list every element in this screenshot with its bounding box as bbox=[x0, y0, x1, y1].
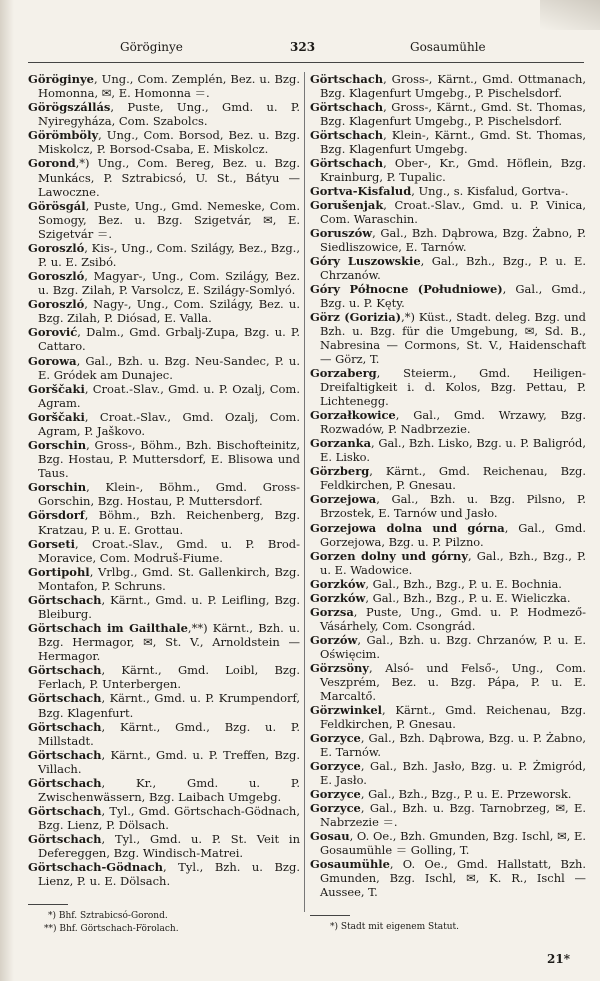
entry-headword: Gorščaki bbox=[28, 381, 85, 396]
gazetteer-entry: Görtschach, Kärnt., Gmd., Bzg. u. P. Millstadt. bbox=[28, 719, 300, 748]
entry-headword: Görzberg bbox=[310, 464, 370, 479]
entry-headword: Gorzen dolny und górny bbox=[310, 548, 468, 563]
printer-signature: 21* bbox=[547, 952, 570, 966]
entry-headword: Görtschach im Gailthale bbox=[28, 621, 188, 636]
entry-headword: Görtschach bbox=[28, 775, 102, 790]
header-right-keyword: Gosaumühle bbox=[410, 40, 486, 54]
gazetteer-entry: Görtschach, Gross-, Kärnt., Gmd. Ottmanach, Bzg. Klagenfurt Umgebg., P. Pischelsdorf. bbox=[310, 72, 586, 101]
gazetteer-entry: Görtschach, Kärnt., Gmd. u. P. Krumpendorf, Bzg. Klagenfurt. bbox=[28, 691, 300, 720]
gazetteer-entry: Gorzyce, Gal., Bzh. Jasło, Bzg. u. P. Żmigród, E. Jasło. bbox=[310, 758, 586, 787]
header-rule bbox=[28, 62, 584, 63]
entry-headword: Gorzyce bbox=[310, 786, 361, 801]
gazetteer-entry: Görtschach, Tyl., Gmd. u. P. St. Veit in Defereggen, Bzg. Windisch-Matrei. bbox=[28, 832, 300, 861]
column-separator bbox=[304, 72, 305, 912]
gazetteer-entry: Görzwinkel, Kärnt., Gmd. Reichenau, Bzg. Feldkirchen, P. Gnesau. bbox=[310, 702, 586, 731]
entry-headword: Gortva-Kisfalud bbox=[310, 184, 412, 199]
gazetteer-entry: Gorzyce, Gal., Bzh., Bzg., P. u. E. Przeworsk. bbox=[310, 786, 572, 801]
entry-headword: Görtschach bbox=[28, 719, 102, 734]
gazetteer-entry: Góry Luszowskie, Gal., Bzh., Bzg., P. u. E. Chrzanów. bbox=[310, 254, 586, 283]
entry-headword: Gortipohl bbox=[28, 564, 90, 579]
gazetteer-entry: Gorzanka, Gal., Bzh. Lisko, Bzg. u. P. Baligród, E. Lisko. bbox=[310, 436, 586, 465]
entry-headword: Gorzyce bbox=[310, 730, 361, 745]
footnote-left-2: **) Bhf. Görtschach-Förolach. bbox=[44, 924, 179, 934]
entry-headword: Görtschach-Gödnach bbox=[28, 860, 163, 875]
gazetteer-entry: Görtschach, Kärnt., Gmd. Loibl, Bzg. Ferlach, P. Unterbergen. bbox=[28, 663, 300, 692]
gazetteer-entry: Görzsöny, Alsó- und Felső-, Ung., Com. Veszprém, Bez. u. Bzg. Pápa, P. u. E. Marcaltő. bbox=[310, 660, 586, 703]
gazetteer-entry: Goroszló, Nagy-, Ung., Com. Szilágy, Bez. u. Bzg. Zilah, P. Diósad, E. Valla. bbox=[28, 297, 300, 326]
right-column bbox=[310, 72, 586, 899]
entry-headword: Gorzanka bbox=[310, 436, 371, 451]
entry-headword: Görtschach bbox=[310, 128, 384, 143]
entry-headword: Gorowa bbox=[28, 353, 77, 368]
gazetteer-entry: Gorzków, Gal., Bzh., Bzg., P. u. E. Wieliczka. bbox=[310, 590, 571, 605]
entry-headword: Gorzyce bbox=[310, 758, 361, 773]
entry-headword: Görtschach bbox=[28, 592, 102, 607]
entry-headword: Goroszló bbox=[28, 240, 85, 255]
footnote-rule-left bbox=[28, 904, 68, 905]
gazetteer-entry: Gorschin, Klein-, Böhm., Gmd. Gross-Gorschin, Bzg. Hostau, P. Muttersdorf. bbox=[28, 480, 300, 509]
entry-headword: Gorzałkowice bbox=[310, 408, 396, 423]
entry-headword: Göröginye bbox=[28, 72, 94, 86]
gazetteer-entry: Gorzaberg, Steierm., Gmd. Heiligen-Dreifaltigkeit i. d. Kolos, Bzg. Pettau, P. Lichtenegg. bbox=[310, 366, 586, 409]
entry-headword: Gorzejowa bbox=[310, 492, 377, 507]
gazetteer-entry: Gorović, Dalm., Gmd. Grbalj-Zupa, Bzg. u. P. Cattaro. bbox=[28, 325, 300, 354]
gazetteer-entry: Görzberg, Kärnt., Gmd. Reichenau, Bzg. Feldkirchen, P. Gnesau. bbox=[310, 464, 586, 493]
gazetteer-entry: Görtschach, Klein-, Kärnt., Gmd. St. Thomas, Bzg. Klagenfurt Umgebg. bbox=[310, 128, 586, 157]
gazetteer-entry: Görögszállás, Puste, Ung., Gmd. u. P. Nyiregyháza, Com. Szabolcs. bbox=[28, 100, 300, 129]
entry-headword: Gorzków bbox=[310, 576, 366, 591]
entry-headword: Görz (Gorizia) bbox=[310, 310, 402, 325]
entry-headword: Görögszállás bbox=[28, 100, 111, 115]
entry-headword: Gorzaberg bbox=[310, 366, 377, 381]
header-left-keyword: Göröginye bbox=[120, 40, 183, 54]
entry-headword: Görtschach bbox=[310, 72, 384, 86]
gazetteer-entry: Görtschach, Kärnt., Gmd. u. P. Treffen, Bzg. Villach. bbox=[28, 747, 300, 776]
gazetteer-entry: Goroszló, Kis-, Ung., Com. Szilágy, Bez., Bzg., P. u. E. Zsibó. bbox=[28, 240, 300, 270]
gazetteer-entry: Goruszów, Gal., Bzh. Dąbrowa, Bzg. Żabno, P. Siedliszowice, E. Tarnów. bbox=[310, 226, 586, 255]
entry-headword: Góry Północne (Południowe) bbox=[310, 282, 503, 297]
gazetteer-entry: Gosaumühle, O. Oe., Gmd. Hallstatt, Bzh. Gmunden, Bzg. Ischl, ✉, K. R., Ischl — Aussee, T. bbox=[310, 856, 586, 899]
entry-headword: Görösgál bbox=[28, 198, 86, 213]
entry-headword: Gorschin bbox=[28, 480, 87, 495]
gazetteer-entry: Gorowa, Gal., Bzh. u. Bzg. Neu-Sandec, P. u. E. Gródek am Dunajec. bbox=[28, 353, 300, 382]
entry-headword: Görzwinkel bbox=[310, 702, 382, 717]
entry-headword: Goroszló bbox=[28, 297, 85, 312]
gazetteer-entry: Gorzsa, Puste, Ung., Gmd. u. P. Hodmező-Vásárhely, Com. Csongrád. bbox=[310, 604, 586, 633]
gazetteer-entry: Gorščaki, Croat.-Slav., Gmd. Ozalj, Com. Agram, P. Jaškovo. bbox=[28, 409, 300, 438]
entry-headword: Goruszów bbox=[310, 226, 373, 241]
gazetteer-entry: Görtschach-Gödnach, Tyl., Bzh. u. Bzg. Lienz, P. u. E. Dölsach. bbox=[28, 860, 300, 889]
gazetteer-entry: Görtschach, Tyl., Gmd. Görtschach-Gödnach, Bzg. Lienz, P. Dölsach. bbox=[28, 804, 300, 833]
entry-headword: Görtschach bbox=[28, 832, 102, 847]
gazetteer-entry: Görtschach im Gailthale,**) Kärnt., Bzh. u. Bzg. Hermagor, ✉, St. V., Arnoldstein — Hermagor. bbox=[28, 621, 300, 664]
gazetteer-entry: Goroszló, Magyar-, Ung., Com. Szilágy, Bez. u. Bzg. Zilah, P. Varsolcz, E. Szilágy-Somlyó. bbox=[28, 269, 300, 298]
gazetteer-entry: Görösgál, Puste, Ung., Gmd. Nemeske, Com. Somogy, Bez. u. Bzg. Szigetvár, ✉, E. Szigetvár ＝. bbox=[28, 198, 300, 241]
footnote-rule-right bbox=[310, 915, 350, 916]
gazetteer-entry: Gorzałkowice, Gal., Gmd. Wrzawy, Bzg. Rozwadów, P. Nadbrzezie. bbox=[310, 408, 586, 437]
gazetteer-entry: Gortipohl, Vrlbg., Gmd. St. Gallenkirch, Bzg. Montafon, P. Schruns. bbox=[28, 564, 300, 593]
entry-headword: Gorščaki bbox=[28, 409, 85, 424]
entry-headword: Gosau bbox=[310, 828, 350, 843]
gazetteer-entry: Gorzyce, Gal., Bzh. Dąbrowa, Bzg. u. P. Żabno, E. Tarnów. bbox=[310, 730, 586, 759]
entry-headword: Gorond bbox=[28, 156, 76, 171]
entry-headword: Gosaumühle bbox=[310, 856, 390, 871]
gazetteer-entry: Görtschach, Kr., Gmd. u. P. Zwischenwässern, Bzg. Laibach Umgebg. bbox=[28, 775, 300, 804]
entry-headword: Gorzyce bbox=[310, 800, 361, 815]
gazetteer-entry: Gosau, O. Oe., Bzh. Gmunden, Bzg. Ischl, ✉, E. Gosaumühle ＝ Golling, T. bbox=[310, 828, 586, 857]
gazetteer-entry: Gortva-Kisfalud, Ung., s. Kisfalud, Gortva-. bbox=[310, 184, 569, 199]
left-column bbox=[28, 72, 300, 889]
entry-headword: Görtschach bbox=[310, 100, 384, 115]
entry-headword: Görtschach bbox=[28, 747, 102, 762]
gazetteer-entry: Gorond,*) Ung., Com. Bereg, Bez. u. Bzg. Munkács, P. Sztrabicsó, U. St., Bátyu — Lawoczne. bbox=[28, 156, 300, 199]
entry-headword: Görzsöny bbox=[310, 660, 369, 675]
entry-headword: Gorschin bbox=[28, 438, 87, 453]
entry-headword: Görtschach bbox=[310, 156, 384, 171]
entry-headword: Görsdorf bbox=[28, 508, 85, 523]
gazetteer-entry: Gorzejowa, Gal., Bzh. u. Bzg. Pilsno, P. Brzostek, E. Tarnów und Jasło. bbox=[310, 492, 586, 521]
gazetteer-entry: Gorzów, Gal., Bzh. u. Bzg. Chrzanów, P. u. E. Oświęcim. bbox=[310, 632, 586, 661]
scan-smudge bbox=[540, 0, 600, 30]
entry-headword: Gorušenjak bbox=[310, 198, 384, 213]
gazetteer-entry: Góry Północne (Południowe), Gal., Gmd., Bzg. u. P. Kęty. bbox=[310, 282, 586, 311]
entry-headword: Gorzów bbox=[310, 632, 358, 647]
page-shadow bbox=[0, 0, 14, 981]
gazetteer-entry: Gorseti, Croat.-Slav., Gmd. u. P. Brod-Moravice, Com. Modruš-Fiume. bbox=[28, 536, 300, 565]
entry-headword: Goroszló bbox=[28, 269, 85, 284]
entry-headword: Gorzków bbox=[310, 590, 366, 605]
entry-headword: Görömböly bbox=[28, 128, 99, 143]
gazetteer-entry: Gorzyce, Gal., Bzh. u. Bzg. Tarnobrzeg, ✉, E. Nabrzezie ＝. bbox=[310, 800, 586, 829]
entry-headword: Góry Luszowskie bbox=[310, 254, 421, 269]
gazetteer-entry: Görz (Gorizia),*) Küst., Stadt. deleg. Bzg. und Bzh. u. Bzg. für die Umgebung, ✉, Sd. B., Nabresina — Cormons, St. V., Haidenschaft — Görz, T. bbox=[310, 310, 586, 367]
gazetteer-entry: Göröginye, Ung., Com. Zemplén, Bez. u. Bzg. Homonna, ✉, E. Homonna ＝. bbox=[28, 72, 300, 101]
gazetteer-entry: Görtschach, Gross-, Kärnt., Gmd. St. Thomas, Bzg. Klagenfurt Umgebg., P. Pischelsdorf. bbox=[310, 100, 586, 129]
footnote-left-1: *) Bhf. Sztrabicsó-Gorond. bbox=[48, 911, 168, 921]
entry-headword: Görtschach bbox=[28, 691, 102, 706]
page-number: 323 bbox=[290, 40, 316, 54]
gazetteer-entry: Görtschach, Kärnt., Gmd. u. P. Leifling, Bzg. Bleiburg. bbox=[28, 592, 300, 621]
entry-headword: Görtschach bbox=[28, 804, 102, 819]
entry-headword: Gorseti bbox=[28, 536, 76, 551]
footnote-right: *) Stadt mit eigenem Statut. bbox=[330, 922, 459, 932]
entry-headword: Görtschach bbox=[28, 663, 102, 678]
gazetteer-entry: Görtschach, Ober-, Kr., Gmd. Höflein, Bzg. Krainburg, P. Tupalic. bbox=[310, 156, 586, 185]
entry-headword: Gorzsa bbox=[310, 604, 354, 619]
gazetteer-entry: Gorschin, Gross-, Böhm., Bzh. Bischofteinitz, Bzg. Hostau, P. Muttersdorf, E. Blisowa und Taus. bbox=[28, 438, 300, 481]
entry-headword: Gorzejowa dolna und górna bbox=[310, 520, 505, 535]
gazetteer-entry: Görsdorf, Böhm., Bzh. Reichenberg, Bzg. Kratzau, P. u. E. Grottau. bbox=[28, 508, 300, 537]
gazetteer-entry: Gorzejowa dolna und górna, Gal., Gmd. Gorzejowa, Bzg. u. P. Pilzno. bbox=[310, 520, 586, 549]
gazetteer-entry: Görömböly, Ung., Com. Borsod, Bez. u. Bzg. Miskolcz, P. Borsod-Csaba, E. Miskolcz. bbox=[28, 128, 300, 157]
gazetteer-entry: Gorzków, Gal., Bzh., Bzg., P. u. E. Bochnia. bbox=[310, 576, 562, 591]
entry-headword: Gorović bbox=[28, 325, 78, 340]
gazetteer-entry: Gorzen dolny und górny, Gal., Bzh., Bzg., P. u. E. Wadowice. bbox=[310, 548, 586, 577]
gazetteer-entry: Gorušenjak, Croat.-Slav., Gmd. u. P. Vinica, Com. Waraschin. bbox=[310, 198, 586, 227]
gazetteer-entry: Gorščaki, Croat.-Slav., Gmd. u. P. Ozalj, Com. Agram. bbox=[28, 381, 300, 410]
